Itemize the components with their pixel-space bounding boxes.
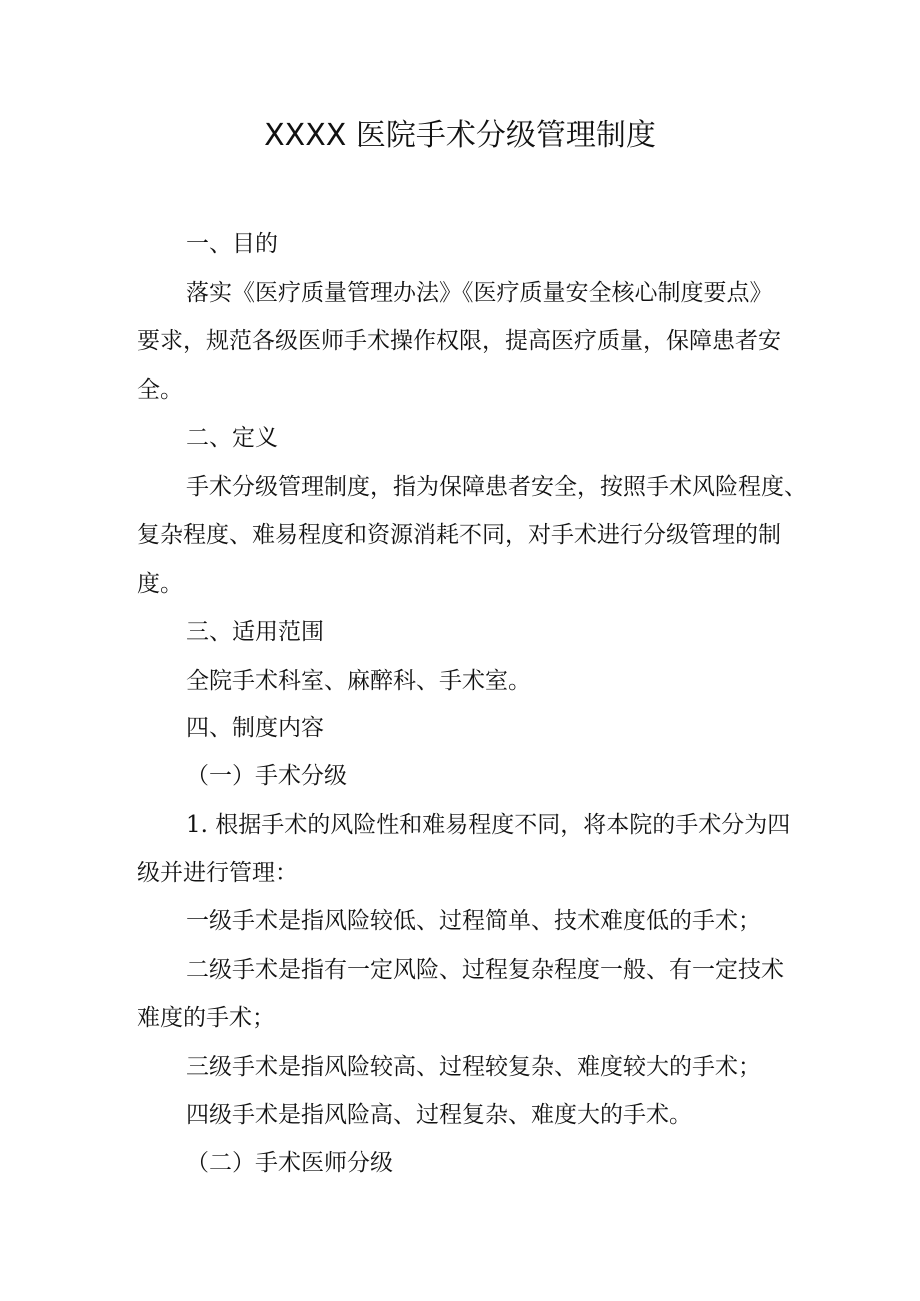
paragraph-line: 全院手术科室、麻醉科、手术室。 (186, 668, 531, 694)
subsection-heading-surgeon-levels: （二）手术医师分级 (186, 1150, 393, 1176)
section-heading-content: 四、制度内容 (186, 715, 324, 741)
document-title: XXXX 医院手术分级管理制度 (264, 118, 656, 153)
paragraph-line: 度。 (137, 571, 183, 597)
paragraph-line: 全。 (137, 377, 183, 403)
paragraph-line: 要求，规范各级医师手术操作权限，提高医疗质量，保障患者安 (137, 328, 781, 354)
paragraph-line: 四级手术是指风险高、过程复杂、难度大的手术。 (186, 1102, 692, 1128)
paragraph-line: 二级手术是指有一定风险、过程复杂程度一般、有一定技术 (186, 957, 784, 983)
section-heading-purpose: 一、目的 (186, 231, 278, 257)
subsection-heading-surgery-levels: （一）手术分级 (186, 763, 347, 789)
paragraph-line: 三级手术是指风险较高、过程较复杂、难度较大的手术； (186, 1054, 761, 1080)
paragraph-line: 级并进行管理： (137, 860, 298, 886)
paragraph-line: 难度的手术； (137, 1005, 275, 1031)
paragraph-line: 一级手术是指风险较低、过程简单、技术难度低的手术； (186, 908, 761, 934)
paragraph-line: 复杂程度、难易程度和资源消耗不同，对手术进行分级管理的制 (137, 522, 781, 548)
section-heading-scope: 三、适用范围 (186, 619, 324, 645)
section-heading-definition: 二、定义 (186, 425, 278, 451)
paragraph-line: 1. 根据手术的风险性和难易程度不同，将本院的手术分为四 (186, 812, 791, 838)
paragraph-line: 落实《医疗质量管理办法》《医疗质量安全核心制度要点》 (186, 280, 773, 306)
paragraph-line: 手术分级管理制度，指为保障患者安全，按照手术风险程度、 (186, 474, 807, 500)
